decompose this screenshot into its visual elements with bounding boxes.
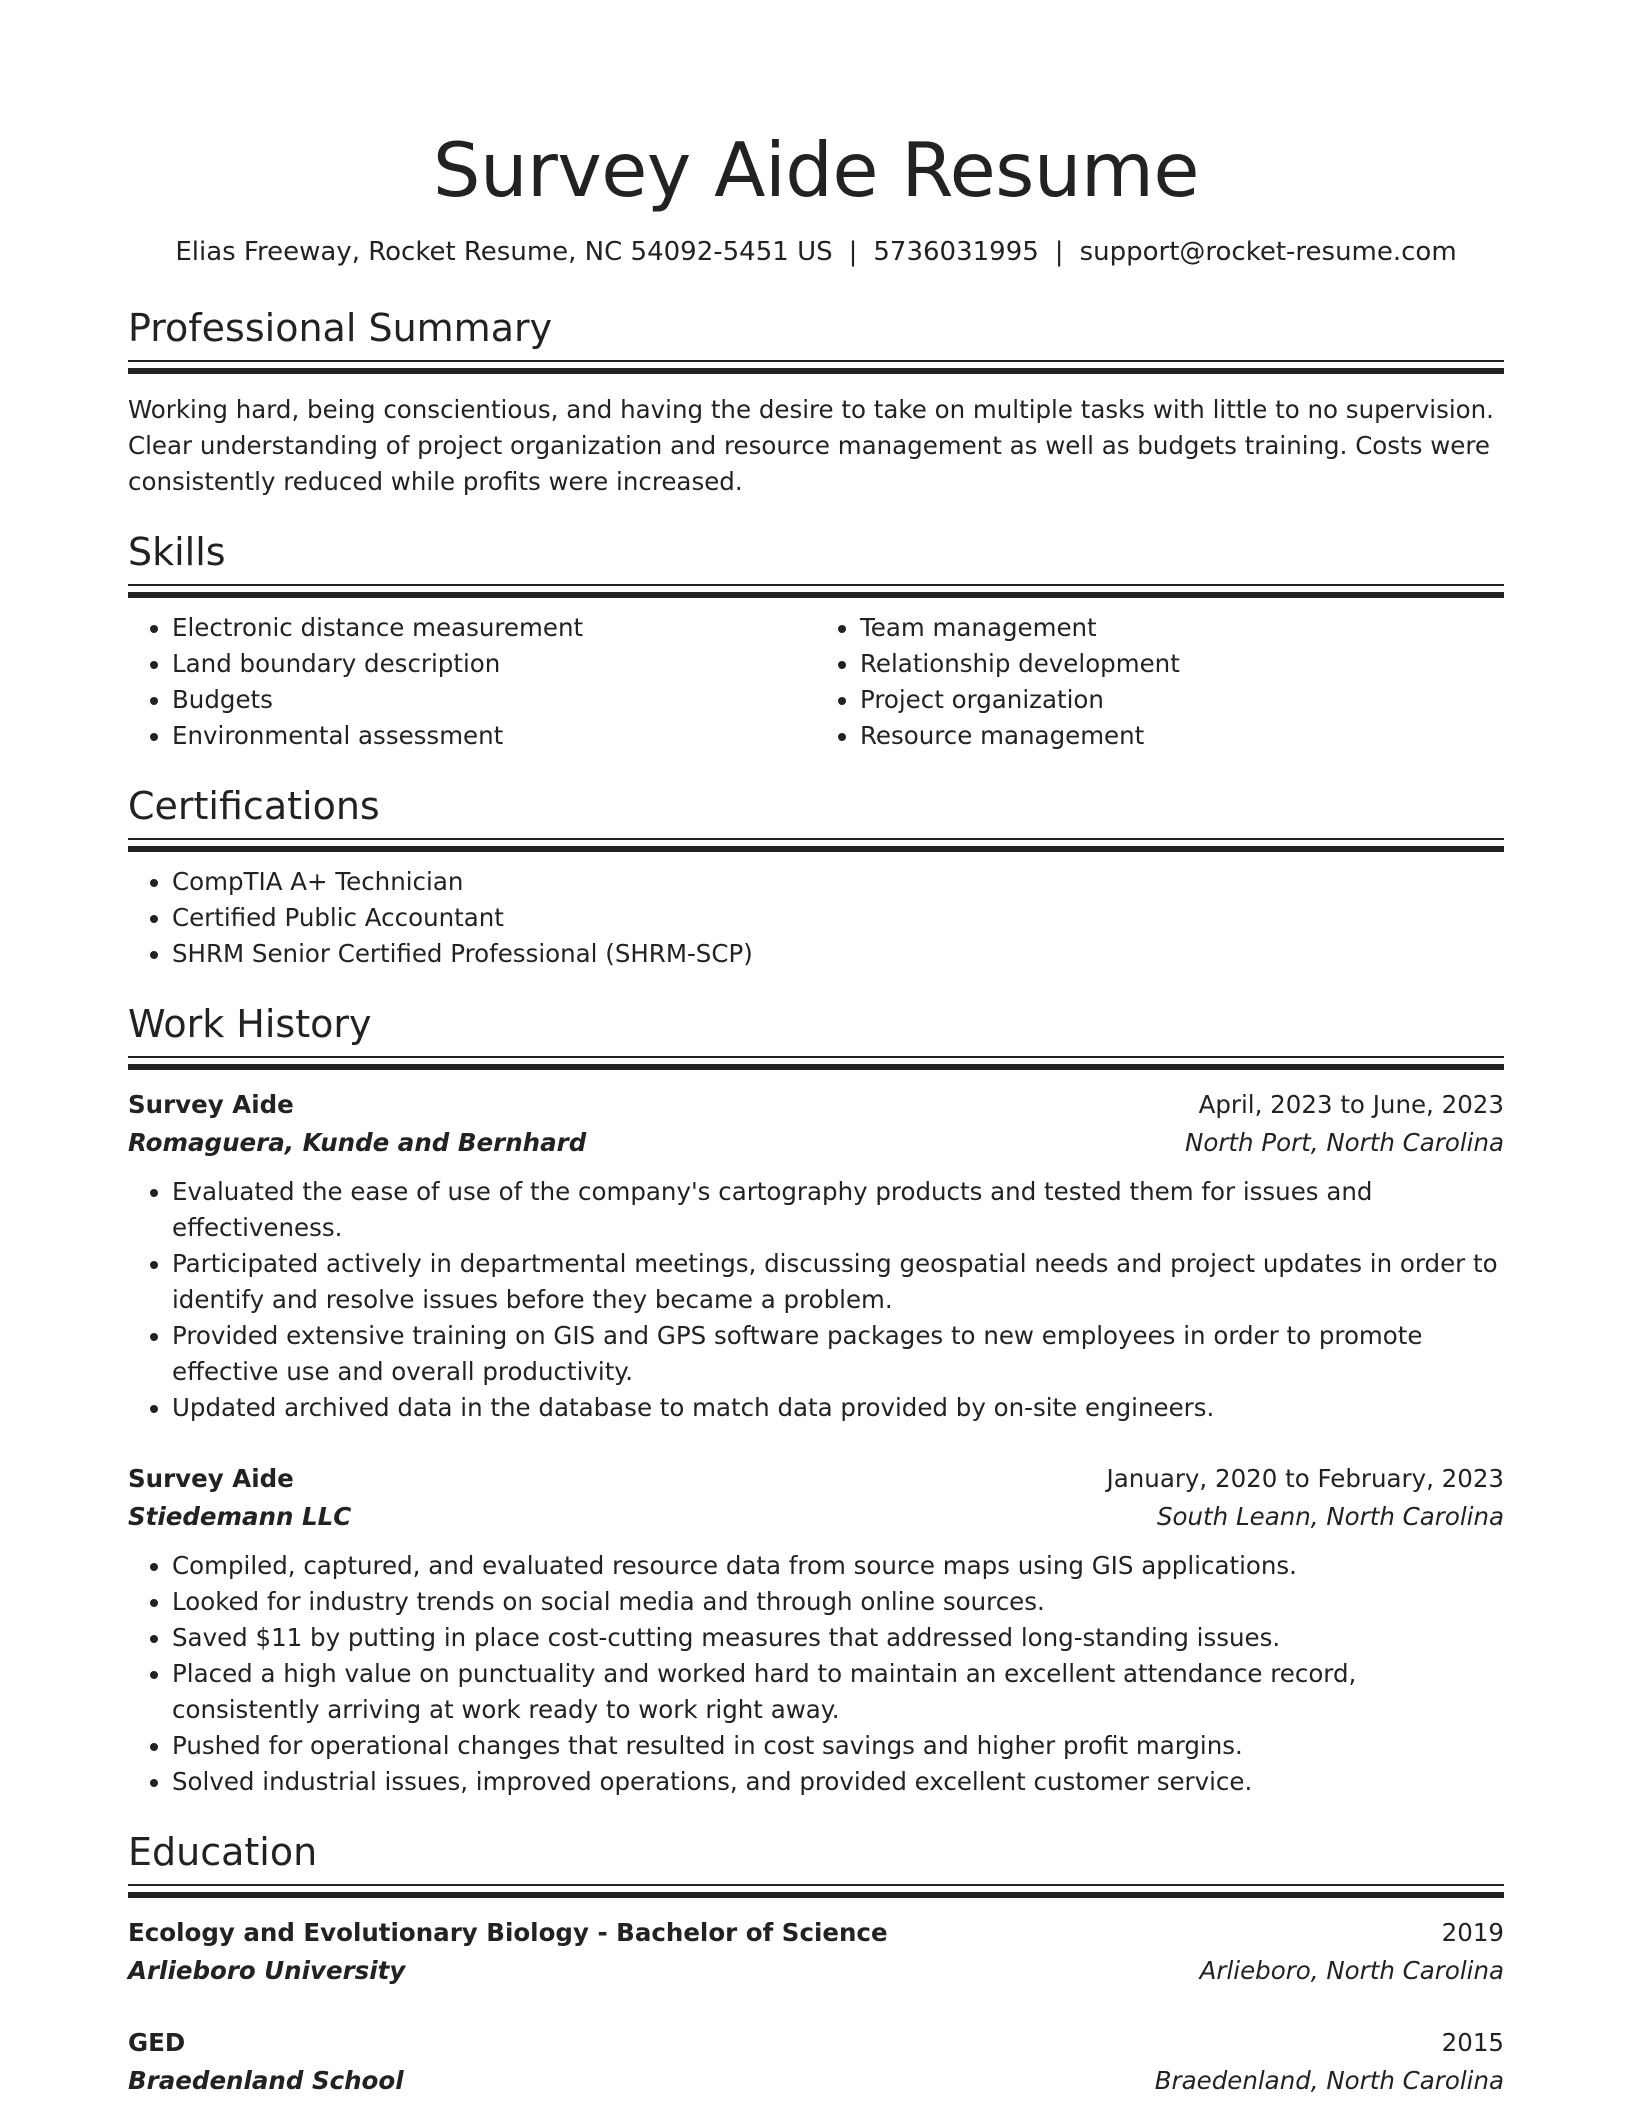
certification-item: • CompTIA A+ Technician xyxy=(172,864,1504,900)
job-entry xyxy=(128,1086,1504,1426)
certifications-list xyxy=(128,864,1504,972)
job-location: North Port, North Carolina xyxy=(1185,1128,1504,1157)
skills-list-left xyxy=(128,610,816,754)
section-divider xyxy=(128,1056,1504,1070)
education-year: 2019 xyxy=(1441,1918,1504,1947)
job-bullet: • Provided extensive training on GIS and GPS software packages to new employees in order to promote effective use and overall productivity. xyxy=(172,1318,1504,1390)
job-title: Survey Aide xyxy=(128,1090,294,1119)
job-bullet: • Solved industrial issues, improved operations, and provided excellent customer service. xyxy=(172,1764,1504,1800)
education-header xyxy=(128,2024,1504,2062)
job-bullet: • Pushed for operational changes that resulted in cost savings and higher profit margins. xyxy=(172,1728,1504,1764)
job-bullet: • Looked for industry trends on social media and through online sources. xyxy=(172,1584,1504,1620)
job-bullet: • Placed a high value on punctuality and worked hard to maintain an excellent attendance record, consistently arriving at work ready to work right away. xyxy=(172,1656,1504,1728)
section-divider xyxy=(128,360,1504,374)
skill-item: • Team management xyxy=(860,610,1504,646)
job-bullet: • Saved $11 by putting in place cost-cutting measures that addressed long-standing issues. xyxy=(172,1620,1504,1656)
job-entry xyxy=(128,1460,1504,1800)
section-heading: Education xyxy=(128,1830,318,1874)
skills-list-right xyxy=(816,610,1504,754)
skill-item: • Budgets xyxy=(172,682,816,718)
job-bullet: • Compiled, captured, and evaluated resource data from source maps using GIS applications. xyxy=(172,1548,1504,1584)
section-divider xyxy=(128,1884,1504,1898)
contact-address: Elias Freeway, Rocket Resume, NC 54092-5451 US xyxy=(175,237,833,267)
job-subheader xyxy=(128,1498,1504,1536)
job-location: South Leann, North Carolina xyxy=(1156,1502,1504,1531)
contact-separator: | xyxy=(848,237,858,267)
job-bullets xyxy=(128,1548,1504,1800)
job-title: Survey Aide xyxy=(128,1464,294,1493)
education-degree: Ecology and Evolutionary Biology - Bachelor of Science xyxy=(128,1918,888,1947)
skill-item: • Resource management xyxy=(860,718,1504,754)
section-heading: Certifications xyxy=(128,784,380,828)
skills-section xyxy=(128,528,1504,754)
section-heading: Professional Summary xyxy=(128,306,553,350)
contact-line xyxy=(128,234,1504,270)
job-subheader xyxy=(128,1124,1504,1162)
section-heading: Work History xyxy=(128,1002,372,1046)
skill-item: • Land boundary description xyxy=(172,646,816,682)
section-divider xyxy=(128,584,1504,598)
education-school: Arlieboro University xyxy=(128,1956,406,1985)
education-location: Braedenland, North Carolina xyxy=(1154,2066,1504,2095)
contact-email: support@rocket-resume.com xyxy=(1079,237,1457,267)
education-year: 2015 xyxy=(1441,2028,1504,2057)
certification-item: • SHRM Senior Certified Professional (SHRM-SCP) xyxy=(172,936,1504,972)
job-header xyxy=(128,1460,1504,1498)
skill-item: • Project organization xyxy=(860,682,1504,718)
education-section xyxy=(128,1828,1504,2100)
job-bullet: • Updated archived data in the database to match data provided by on-site engineers. xyxy=(172,1390,1504,1426)
job-dates: April, 2023 to June, 2023 xyxy=(1198,1090,1504,1119)
education-subheader xyxy=(128,1952,1504,1990)
contact-phone: 5736031995 xyxy=(873,237,1039,267)
education-school: Braedenland School xyxy=(128,2066,404,2095)
summary-section xyxy=(128,304,1504,500)
skills-columns xyxy=(128,610,1504,754)
certification-item: • Certified Public Accountant xyxy=(172,900,1504,936)
job-company: Stiedemann LLC xyxy=(128,1502,352,1531)
job-bullet: • Participated actively in departmental meetings, discussing geospatial needs and project updates in order to identify and resolve issues before they became a problem. xyxy=(172,1246,1504,1318)
contact-separator: | xyxy=(1054,237,1064,267)
certifications-section xyxy=(128,782,1504,972)
job-bullet: • Evaluated the ease of use of the company's cartography products and tested them for issues and effectiveness. xyxy=(172,1174,1504,1246)
summary-text: Working hard, being conscientious, and having the desire to take on multiple tasks with little to no supervision. Clear understanding of project organization and resource management as well as budgets training. Costs were consistently reduced while profits were increased. xyxy=(128,395,1494,496)
job-dates: January, 2020 to February, 2023 xyxy=(1106,1464,1504,1493)
education-degree: GED xyxy=(128,2028,186,2057)
skill-item: • Relationship development xyxy=(860,646,1504,682)
education-header xyxy=(128,1914,1504,1952)
skill-item: • Environmental assessment xyxy=(172,718,816,754)
education-entry xyxy=(128,1914,1504,1990)
resume-title: Survey Aide Resume xyxy=(432,126,1200,214)
job-bullets xyxy=(128,1174,1504,1426)
section-heading: Skills xyxy=(128,530,226,574)
skill-item: • Electronic distance measurement xyxy=(172,610,816,646)
education-subheader xyxy=(128,2062,1504,2100)
job-company: Romaguera, Kunde and Bernhard xyxy=(128,1128,587,1157)
job-header xyxy=(128,1086,1504,1124)
education-location: Arlieboro, North Carolina xyxy=(1199,1956,1504,1985)
education-entry xyxy=(128,2024,1504,2100)
work-history-section xyxy=(128,1000,1504,1800)
section-divider xyxy=(128,838,1504,852)
